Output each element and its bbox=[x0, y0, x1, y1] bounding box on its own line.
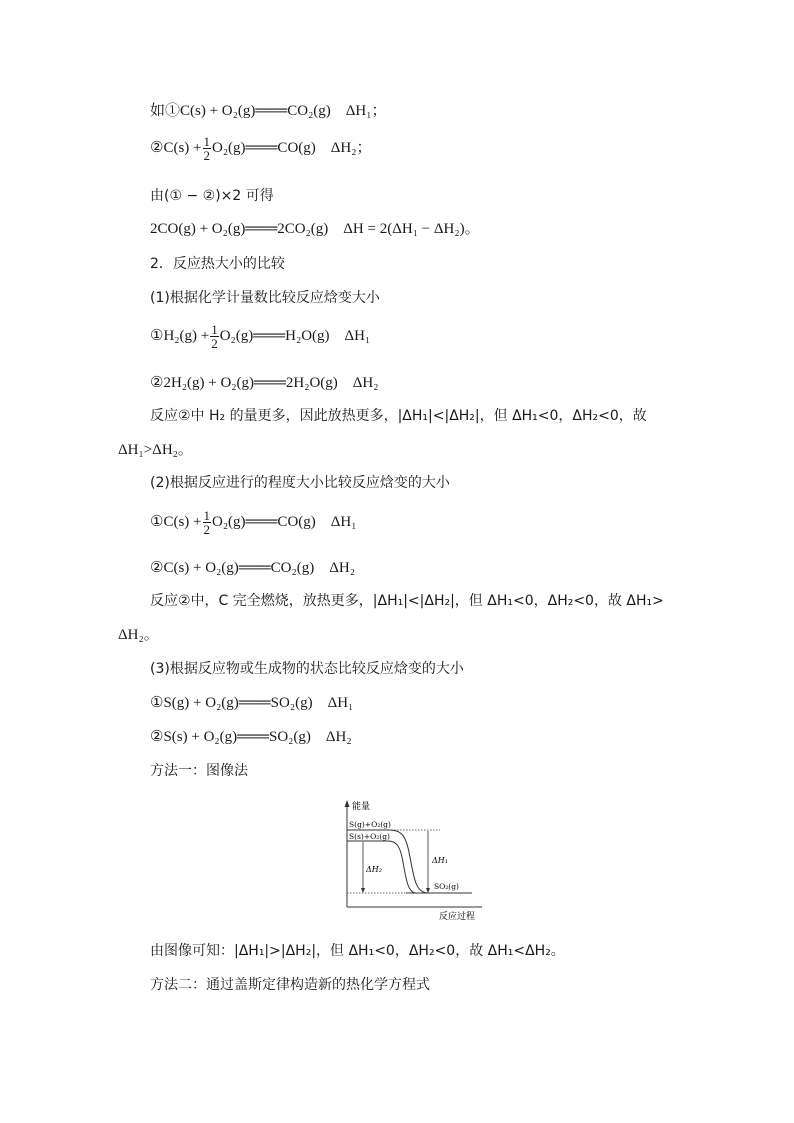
eq-prefix: ①C(s) + bbox=[150, 513, 202, 530]
dh2-arrowhead bbox=[361, 888, 365, 893]
equation-c-1 bbox=[150, 509, 356, 536]
figure-conclusion: 由图像可知：|ΔH₁|>|ΔH₂|，但 ΔH₁<0，ΔH₂<0，故 ΔH₁<ΔH₂。 bbox=[150, 943, 565, 959]
method-2-heading: 方法二：通过盖斯定律构造新的热化学方程式 bbox=[150, 977, 430, 993]
dh2-label: ΔH₂ bbox=[366, 865, 382, 874]
explanation-1a: 反应②中 H₂ 的量更多，因此放热更多，|ΔH₁|<|ΔH₂|，但 ΔH₁<0，ΔH₂<0，故 bbox=[150, 408, 647, 424]
subsection-3-heading: (3)根据反应物或生成物的状态比较反应焓变的大小 bbox=[150, 661, 464, 677]
subsection-2-heading: (2)根据反应进行的程度大小比较反应焓变的大小 bbox=[150, 475, 450, 491]
equation-s-2: ②S(s) + O₂(g)═══SO₂(g) ΔH₂ bbox=[150, 729, 352, 745]
fraction-half: $\frac{1}{2}$ bbox=[203, 134, 210, 163]
eq-suffix: O₂(g)═══CO(g) ΔH₁ bbox=[212, 513, 357, 530]
explanation-2b: ΔH₂。 bbox=[118, 627, 159, 643]
equation-s-1: ①S(g) + O₂(g)═══SO₂(g) ΔH₁ bbox=[150, 695, 354, 711]
eq-prefix: ②C(s) + bbox=[150, 139, 202, 156]
eq-prefix: ①H₂(g) + bbox=[150, 327, 210, 344]
eq-suffix: O₂(g)═══H₂O(g) ΔH₁ bbox=[219, 327, 371, 344]
fraction-half: $\frac{1}{2}$ bbox=[203, 508, 210, 537]
explanation-1b: ΔH₁>ΔH₂。 bbox=[118, 442, 193, 458]
label-sg-o2: S(g)+O₂(g) bbox=[349, 820, 391, 829]
equation-c-2: ②C(s) + O₂(g)═══CO₂(g) ΔH₂ bbox=[150, 560, 355, 576]
derived-equation: 2CO(g) + O₂(g)═══2CO₂(g) ΔH = 2(ΔH₁ − ΔH₂)。 bbox=[150, 221, 480, 237]
dh1-label: ΔH₁ bbox=[432, 856, 448, 865]
dh1-arrowhead bbox=[426, 888, 430, 893]
subsection-1-heading: (1)根据化学计量数比较反应焓变大小 bbox=[150, 290, 380, 306]
equation-h2-1 bbox=[150, 323, 370, 350]
equation-h2-2: ②2H₂(g) + O₂(g)═══2H₂O(g) ΔH₂ bbox=[150, 375, 379, 391]
example-equation-2 bbox=[150, 135, 371, 162]
x-axis-label: 反应过程 bbox=[439, 912, 476, 922]
energy-diagram bbox=[336, 797, 486, 922]
example-equation-1: 如①C(s) + O₂(g)═══CO₂(g) ΔH₁； bbox=[150, 103, 387, 119]
method-1-heading: 方法一：图像法 bbox=[150, 763, 248, 779]
explanation-2a: 反应②中，C 完全燃烧，放热更多，|ΔH₁|<|ΔH₂|，但 ΔH₁<0，ΔH₂<0，故 ΔH₁> bbox=[150, 593, 664, 609]
eq-suffix: O₂(g)═══CO(g) ΔH₂； bbox=[212, 139, 372, 156]
y-axis-label: 能量 bbox=[352, 802, 371, 812]
fraction-half: $\frac{1}{2}$ bbox=[211, 322, 218, 351]
label-so2: SO₂(g) bbox=[434, 882, 459, 891]
section-heading: 2．反应热大小的比较 bbox=[150, 256, 285, 272]
label-ss-o2: S(s)+O₂(g) bbox=[349, 832, 390, 841]
y-axis-arrow bbox=[345, 800, 350, 807]
derivation-text: 由(① − ②)×2 可得 bbox=[150, 188, 274, 204]
